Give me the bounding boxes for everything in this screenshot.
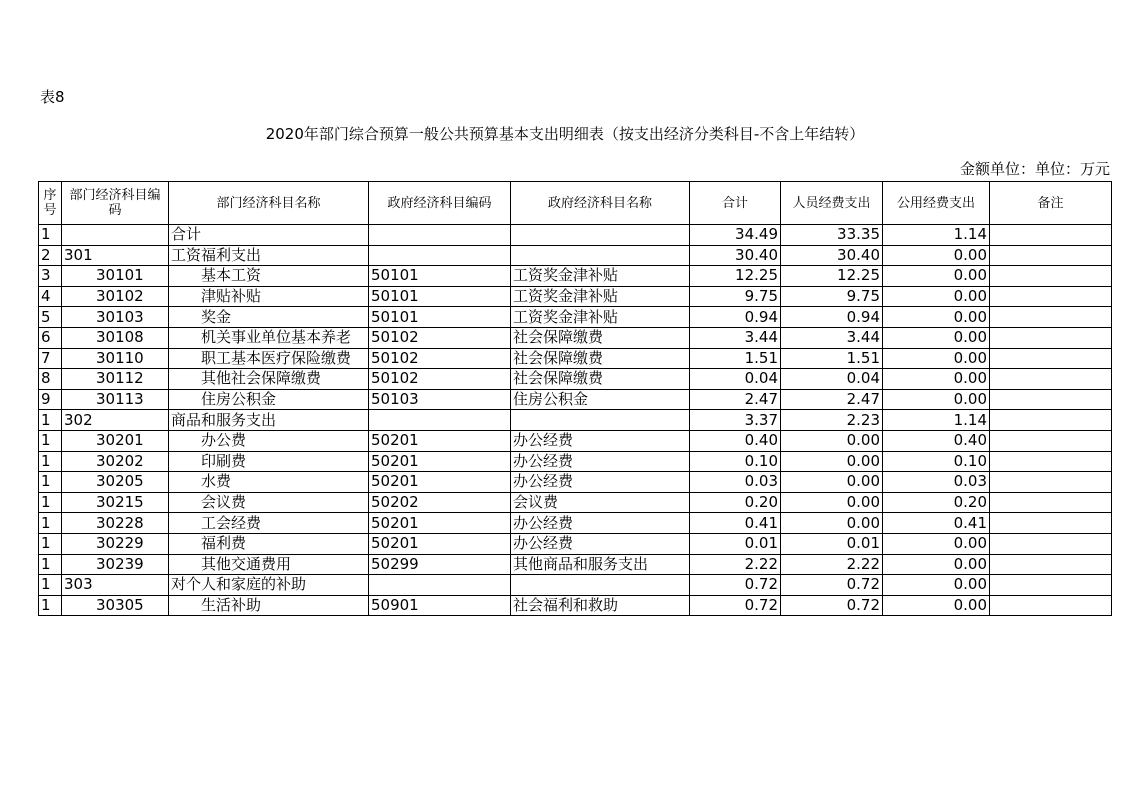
row-gov-code: 50103 — [369, 389, 511, 410]
row-dept-code: 30215 — [62, 492, 169, 513]
row-dept-code: 30229 — [62, 533, 169, 554]
row-total: 2.47 — [690, 389, 781, 410]
row-total: 0.20 — [690, 492, 781, 513]
row-dept-name: 商品和服务支出 — [169, 410, 369, 431]
row-note — [990, 554, 1112, 575]
row-dept-name: 其他交通费用 — [169, 554, 369, 575]
row-note — [990, 245, 1112, 266]
row-seq: 7 — [39, 348, 62, 369]
row-total: 34.49 — [690, 225, 781, 246]
row-gov-code — [369, 225, 511, 246]
row-dept-name: 基本工资 — [169, 266, 369, 287]
row-gov-name: 会议费 — [511, 492, 690, 513]
row-gov-code: 50102 — [369, 348, 511, 369]
row-note — [990, 307, 1112, 328]
header-dept-code: 部门经济科目编码 — [62, 182, 169, 225]
row-note — [990, 451, 1112, 472]
row-public: 0.03 — [883, 472, 990, 493]
row-total: 0.72 — [690, 575, 781, 596]
amount-unit: 金额单位：单位：万元 — [959, 160, 1110, 178]
table-row — [39, 595, 1112, 616]
row-gov-code: 50101 — [369, 307, 511, 328]
row-dept-name: 办公费 — [169, 430, 369, 451]
header-public: 公用经费支出 — [883, 182, 990, 225]
row-public: 0.41 — [883, 513, 990, 534]
row-public: 0.00 — [883, 266, 990, 287]
row-note — [990, 595, 1112, 616]
row-dept-code: 302 — [62, 410, 169, 431]
table-row — [39, 430, 1112, 451]
row-seq: 1 — [39, 410, 62, 431]
header-note: 备注 — [990, 182, 1112, 225]
row-total: 1.51 — [690, 348, 781, 369]
row-note — [990, 225, 1112, 246]
row-seq: 8 — [39, 369, 62, 390]
row-personnel: 9.75 — [781, 286, 883, 307]
row-total: 0.01 — [690, 533, 781, 554]
row-gov-code: 50101 — [369, 286, 511, 307]
table-row — [39, 575, 1112, 596]
row-gov-name: 工资奖金津补贴 — [511, 266, 690, 287]
row-seq: 3 — [39, 266, 62, 287]
row-dept-name: 印刷费 — [169, 451, 369, 472]
table-row — [39, 451, 1112, 472]
row-public: 1.14 — [883, 225, 990, 246]
row-public: 0.00 — [883, 348, 990, 369]
row-seq: 1 — [39, 451, 62, 472]
row-total: 0.94 — [690, 307, 781, 328]
row-total: 3.37 — [690, 410, 781, 431]
row-gov-code — [369, 410, 511, 431]
row-personnel: 2.47 — [781, 389, 883, 410]
row-gov-name — [511, 245, 690, 266]
row-dept-name: 福利费 — [169, 533, 369, 554]
table-row — [39, 348, 1112, 369]
row-personnel: 2.22 — [781, 554, 883, 575]
table-row — [39, 307, 1112, 328]
row-total: 0.10 — [690, 451, 781, 472]
row-dept-code: 30239 — [62, 554, 169, 575]
row-seq: 1 — [39, 472, 62, 493]
row-gov-name: 工资奖金津补贴 — [511, 307, 690, 328]
row-gov-name: 办公经费 — [511, 533, 690, 554]
row-note — [990, 327, 1112, 348]
page-title: 2020年部门综合预算一般公共预算基本支出明细表（按支出经济分类科目-不含上年结转） — [265, 125, 865, 143]
row-seq: 1 — [39, 575, 62, 596]
row-total: 30.40 — [690, 245, 781, 266]
row-gov-name: 社会保障缴费 — [511, 369, 690, 390]
row-seq: 5 — [39, 307, 62, 328]
row-personnel: 0.01 — [781, 533, 883, 554]
header-seq: 序号 — [39, 182, 62, 225]
row-public: 0.00 — [883, 533, 990, 554]
row-gov-name: 办公经费 — [511, 430, 690, 451]
row-dept-code — [62, 225, 169, 246]
row-note — [990, 472, 1112, 493]
header-gov-name: 政府经济科目名称 — [511, 182, 690, 225]
row-personnel: 12.25 — [781, 266, 883, 287]
header-total: 合计 — [690, 182, 781, 225]
row-total: 0.04 — [690, 369, 781, 390]
row-personnel: 33.35 — [781, 225, 883, 246]
row-public: 0.00 — [883, 595, 990, 616]
row-dept-name: 工资福利支出 — [169, 245, 369, 266]
row-gov-name — [511, 410, 690, 431]
row-gov-code: 50102 — [369, 327, 511, 348]
header-personnel: 人员经费支出 — [781, 182, 883, 225]
table-row — [39, 327, 1112, 348]
header-row — [39, 182, 1112, 225]
row-personnel: 0.94 — [781, 307, 883, 328]
row-seq: 4 — [39, 286, 62, 307]
row-public: 0.00 — [883, 369, 990, 390]
row-gov-code: 50201 — [369, 430, 511, 451]
row-dept-name: 合计 — [169, 225, 369, 246]
row-public: 0.20 — [883, 492, 990, 513]
table-row — [39, 472, 1112, 493]
row-personnel: 0.00 — [781, 472, 883, 493]
row-public: 0.00 — [883, 575, 990, 596]
row-dept-code: 30228 — [62, 513, 169, 534]
row-note — [990, 369, 1112, 390]
row-dept-code: 30113 — [62, 389, 169, 410]
row-dept-code: 30101 — [62, 266, 169, 287]
row-seq: 1 — [39, 513, 62, 534]
row-personnel: 0.72 — [781, 595, 883, 616]
row-public: 0.00 — [883, 307, 990, 328]
row-personnel: 0.00 — [781, 451, 883, 472]
row-dept-name: 水费 — [169, 472, 369, 493]
row-gov-name — [511, 225, 690, 246]
row-total: 0.41 — [690, 513, 781, 534]
row-dept-name: 对个人和家庭的补助 — [169, 575, 369, 596]
row-public: 0.00 — [883, 245, 990, 266]
row-gov-code: 50201 — [369, 472, 511, 493]
row-dept-code: 30108 — [62, 327, 169, 348]
row-seq: 1 — [39, 554, 62, 575]
row-gov-name: 住房公积金 — [511, 389, 690, 410]
row-note — [990, 492, 1112, 513]
row-gov-code: 50201 — [369, 533, 511, 554]
row-dept-name: 职工基本医疗保险缴费 — [169, 348, 369, 369]
row-personnel: 3.44 — [781, 327, 883, 348]
row-total: 0.03 — [690, 472, 781, 493]
budget-table — [38, 181, 1112, 616]
row-public: 0.00 — [883, 286, 990, 307]
row-gov-name: 社会福利和救助 — [511, 595, 690, 616]
row-personnel: 0.00 — [781, 492, 883, 513]
row-total: 0.72 — [690, 595, 781, 616]
row-total: 2.22 — [690, 554, 781, 575]
row-dept-code: 30305 — [62, 595, 169, 616]
row-gov-code: 50202 — [369, 492, 511, 513]
row-personnel: 0.00 — [781, 513, 883, 534]
row-seq: 1 — [39, 595, 62, 616]
table-row — [39, 533, 1112, 554]
row-public: 0.00 — [883, 389, 990, 410]
row-personnel: 0.72 — [781, 575, 883, 596]
row-gov-name: 办公经费 — [511, 472, 690, 493]
table-row — [39, 554, 1112, 575]
row-public: 0.40 — [883, 430, 990, 451]
row-dept-name: 生活补助 — [169, 595, 369, 616]
row-seq: 6 — [39, 327, 62, 348]
row-gov-name: 工资奖金津补贴 — [511, 286, 690, 307]
row-gov-code: 50201 — [369, 513, 511, 534]
row-seq: 1 — [39, 492, 62, 513]
row-gov-name — [511, 575, 690, 596]
table-row — [39, 266, 1112, 287]
row-total: 12.25 — [690, 266, 781, 287]
row-dept-code: 30201 — [62, 430, 169, 451]
row-gov-code: 50102 — [369, 369, 511, 390]
row-note — [990, 348, 1112, 369]
table-row — [39, 513, 1112, 534]
row-gov-code — [369, 575, 511, 596]
row-dept-code: 303 — [62, 575, 169, 596]
row-dept-code: 30112 — [62, 369, 169, 390]
row-personnel: 1.51 — [781, 348, 883, 369]
row-gov-name: 其他商品和服务支出 — [511, 554, 690, 575]
row-note — [990, 575, 1112, 596]
row-gov-code: 50901 — [369, 595, 511, 616]
row-seq: 1 — [39, 225, 62, 246]
row-gov-name: 办公经费 — [511, 513, 690, 534]
row-note — [990, 286, 1112, 307]
row-dept-name: 奖金 — [169, 307, 369, 328]
header-dept-name: 部门经济科目名称 — [169, 182, 369, 225]
row-dept-name: 其他社会保障缴费 — [169, 369, 369, 390]
table-row — [39, 389, 1112, 410]
row-note — [990, 533, 1112, 554]
row-gov-code — [369, 245, 511, 266]
header-gov-code: 政府经济科目编码 — [369, 182, 511, 225]
row-seq: 2 — [39, 245, 62, 266]
row-dept-code: 30102 — [62, 286, 169, 307]
row-dept-code: 30110 — [62, 348, 169, 369]
row-public: 1.14 — [883, 410, 990, 431]
row-total: 0.40 — [690, 430, 781, 451]
row-gov-name: 社会保障缴费 — [511, 348, 690, 369]
table-row — [39, 286, 1112, 307]
row-gov-name: 办公经费 — [511, 451, 690, 472]
table-row — [39, 245, 1112, 266]
row-dept-name: 会议费 — [169, 492, 369, 513]
row-note — [990, 513, 1112, 534]
row-dept-name: 机关事业单位基本养老 — [169, 327, 369, 348]
row-dept-code: 30205 — [62, 472, 169, 493]
row-personnel: 0.04 — [781, 369, 883, 390]
row-dept-code: 301 — [62, 245, 169, 266]
row-dept-name: 工会经费 — [169, 513, 369, 534]
row-seq: 1 — [39, 533, 62, 554]
row-note — [990, 430, 1112, 451]
row-total: 3.44 — [690, 327, 781, 348]
row-public: 0.00 — [883, 554, 990, 575]
row-public: 0.10 — [883, 451, 990, 472]
row-dept-code: 30103 — [62, 307, 169, 328]
row-personnel: 0.00 — [781, 430, 883, 451]
row-dept-code: 30202 — [62, 451, 169, 472]
table-row — [39, 492, 1112, 513]
row-note — [990, 389, 1112, 410]
table-row — [39, 410, 1112, 431]
row-total: 9.75 — [690, 286, 781, 307]
row-dept-name: 住房公积金 — [169, 389, 369, 410]
row-note — [990, 410, 1112, 431]
row-note — [990, 266, 1112, 287]
table-number: 表8 — [40, 88, 65, 106]
table-row — [39, 225, 1112, 246]
row-gov-name: 社会保障缴费 — [511, 327, 690, 348]
row-personnel: 30.40 — [781, 245, 883, 266]
row-gov-code: 50201 — [369, 451, 511, 472]
row-public: 0.00 — [883, 327, 990, 348]
row-gov-code: 50101 — [369, 266, 511, 287]
row-seq: 1 — [39, 430, 62, 451]
table-row — [39, 369, 1112, 390]
row-personnel: 2.23 — [781, 410, 883, 431]
row-dept-name: 津贴补贴 — [169, 286, 369, 307]
row-seq: 9 — [39, 389, 62, 410]
row-gov-code: 50299 — [369, 554, 511, 575]
